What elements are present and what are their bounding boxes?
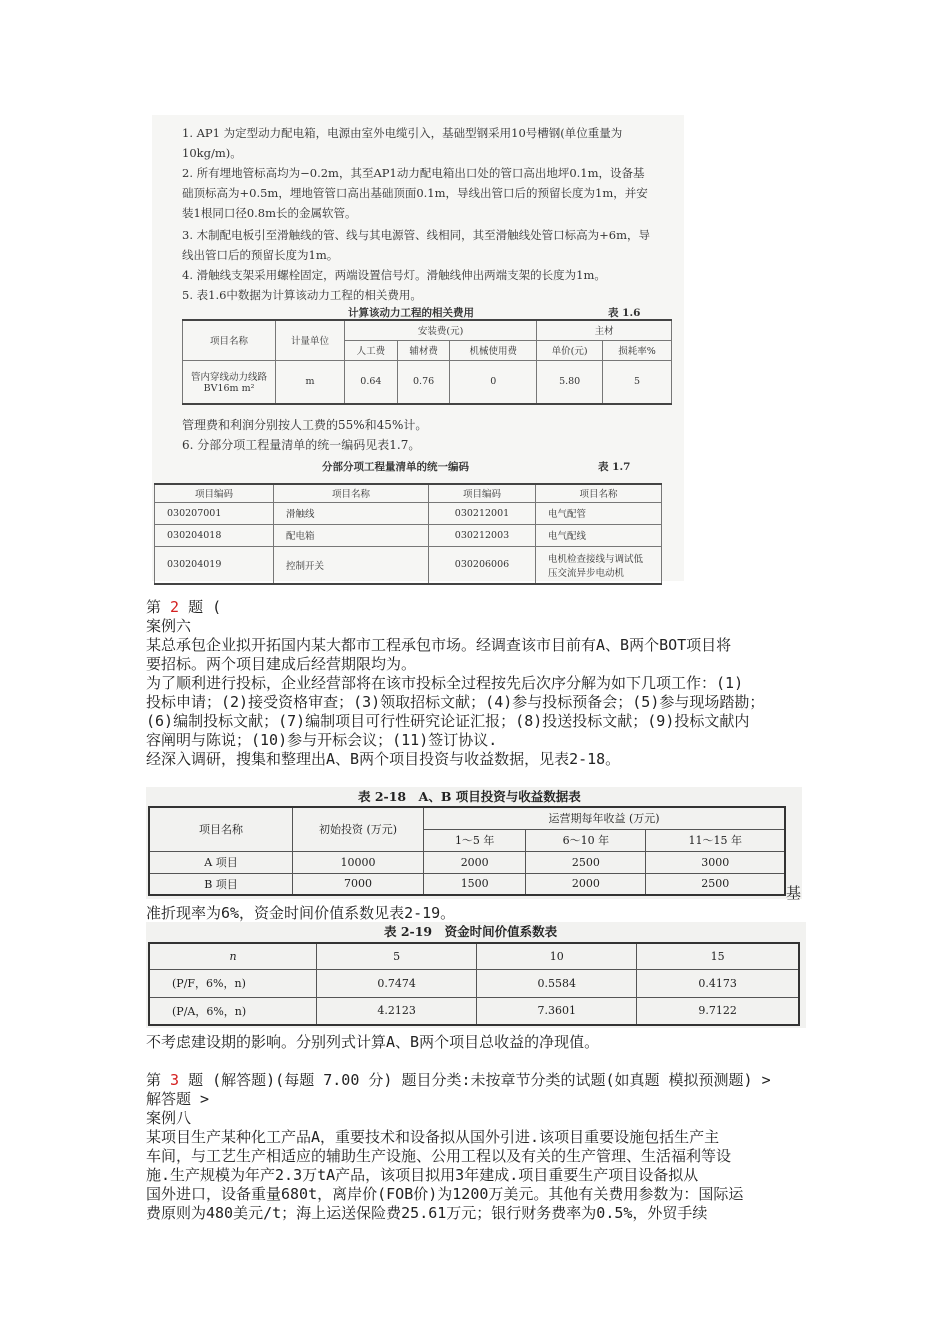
table218-cell: 1500 [424, 873, 526, 895]
table218-cell: 10000 [293, 851, 424, 873]
q2-rate-line: 准折现率为6%，资金时间价值系数见表2-19。 [146, 904, 456, 922]
table16-header-labor: 人工费 [345, 340, 398, 360]
table219-row-label: (P/A，6%，n) [149, 997, 317, 1025]
scan-paragraph-4: 4. 滑触线支架采用螺栓固定，两端设置信号灯。滑触线伸出两端支架的长度为1m。 [182, 268, 606, 282]
q3-case-title: 案例八 [146, 1109, 192, 1127]
table17-cell: 电气配管 [536, 502, 662, 524]
table218-cell: 3000 [646, 851, 785, 873]
table219-header-col: 5 [317, 943, 477, 969]
table-2-19 [148, 942, 800, 1026]
table219-title: 表 2-19 资金时间价值系数表 [384, 924, 558, 939]
q2-text-line: 经深入调研，搜集和整理出A、B两个项目投资与收益数据，见表2-18。 [146, 750, 621, 768]
q2-text-line: 要招标。两个项目建成后经营期限均为。 [146, 655, 417, 673]
q3-category-link[interactable]: 解答题 > [146, 1090, 210, 1108]
table16-title: 计算该动力工程的相关费用 [348, 307, 474, 319]
table16-cell-loss: 5 [603, 360, 672, 404]
table218-header-period: 6～10 年 [526, 829, 646, 851]
q3-text-line: 费原则为480美元/t；海上运送保险费25.61万元；银行财务费率为0.5%，外贸手续 [146, 1204, 708, 1222]
table17-cell: 电气配线 [536, 524, 662, 546]
q3-text-line: 车间，与工艺生产相适应的辅助生产设施、公用工程以及有关的生产管理、生活福利等设 [146, 1147, 732, 1165]
table218-cell: 2000 [526, 873, 646, 895]
table218-cell: 2000 [424, 851, 526, 873]
scanned-table-2-18 [146, 787, 802, 899]
q2-case-title: 案例六 [146, 617, 192, 635]
table17-label: 表 1.7 [598, 461, 631, 473]
scanned-table-2-19 [146, 922, 806, 1028]
table17-cell: 030206006 [429, 546, 536, 584]
scan-paragraph-5: 5. 表1.6中数据为计算该动力工程的相关费用。 [182, 288, 422, 302]
table218-cell: 2500 [646, 873, 785, 895]
table17-cell: 滑触线 [274, 502, 429, 524]
table16-header-loss: 损耗率% [603, 340, 672, 360]
q3-text-line: 国外进口，设备重量680t，离岸价(FOB价)为1200万美元。其他有关费用参数为：国际运 [146, 1185, 744, 1203]
table17-title: 分部分项工程量清单的统一编码 [322, 461, 469, 473]
table219-cell: 9.7122 [637, 997, 799, 1025]
scan-note-codes: 6. 分部分项工程量清单的统一编码见表1.7。 [182, 438, 421, 452]
table219-header-n: n [149, 943, 317, 969]
table16-header-aux: 辅材费 [397, 340, 450, 360]
table16-header-mech: 机械使用费 [450, 340, 537, 360]
table16-cell-unit: m [276, 360, 345, 404]
q3-text-line: 施.生产规模为年产2.3万tA产品，该项目拟用3年建成.项目重要生产项目设备拟从 [146, 1166, 699, 1184]
scan-paragraph-1: 1. AP1 为定型动力配电箱，电源由室外电缆引入，基础型钢采用10号槽钢(单位重量为10kg/m)。 [182, 126, 623, 160]
q3-number: 3 [170, 1071, 180, 1089]
table218-header-invest: 初始投资 (万元) [293, 807, 424, 851]
table16-header-unit: 计量单位 [276, 320, 345, 360]
scan-note-fees: 管理费和利润分别按人工费的55%和45%计。 [182, 418, 428, 432]
table219-cell: 0.5584 [477, 969, 637, 997]
q2-text-line: 为了顺利进行投标，企业经营部将在该市投标全过程按先后次序分解为如下几项工作：(1) [146, 674, 744, 692]
table16-header-name: 项目名称 [183, 320, 276, 360]
table16-cell-aux: 0.76 [397, 360, 450, 404]
table16-cell-name-line1: 管内穿线动力线路 [190, 372, 267, 384]
q2-final-line: 不考虑建设期的影响。分别列式计算A、B两个项目总收益的净现值。 [146, 1033, 600, 1051]
table16-header-install: 安装费(元) [345, 320, 537, 340]
table16-cell-labor: 0.64 [345, 360, 398, 404]
q3-heading [146, 1071, 826, 1090]
table-2-18 [148, 806, 786, 896]
table17-cell: 030207001 [155, 502, 274, 524]
q2-text-line: 某总承包企业拟开拓国内某大都市工程承包市场。经调查该市目前有A、B两个BOT项目将 [146, 636, 732, 654]
table17-cell: 配电箱 [274, 524, 429, 546]
q3-text-line: 某项目生产某种化工产品A，重要技术和设备拟从国外引进.该项目重要设施包括生产主 [146, 1128, 720, 1146]
table218-title: 表 2-18 A、B 项目投资与收益数据表 [358, 789, 581, 804]
table219-cell: 0.4173 [637, 969, 799, 997]
table16-cell-price: 5.80 [537, 360, 603, 404]
table218-header-name: 项目名称 [149, 807, 293, 851]
table17-cell: 030204018 [155, 524, 274, 546]
table219-cell: 0.7474 [317, 969, 477, 997]
q2-number: 2 [170, 598, 180, 616]
table16-cell-name-line2: BV16m m² [203, 383, 255, 395]
table219-cell: 4.2123 [317, 997, 477, 1025]
table16-header-price: 单价(元) [537, 340, 603, 360]
table16-label: 表 1.6 [608, 307, 641, 319]
table16-cell-mech: 0 [450, 360, 537, 404]
table17-cell: 控制开关 [274, 546, 429, 584]
table17-cell-multiline [536, 546, 662, 584]
table219-cell: 7.3601 [477, 997, 637, 1025]
table218-header-period: 11～15 年 [646, 829, 785, 851]
q2-suffix: 题 ( [179, 598, 222, 616]
q2-wrap-char: 基 [786, 884, 802, 902]
table-1-6 [182, 319, 672, 405]
table17-header-name1: 项目名称 [274, 484, 429, 502]
q2-text-line: (6)编制投标文献；(7)编制项目可行性研究论证汇报；(8)投送投标文献；(9)投标文献内 [146, 712, 750, 730]
table-1-7 [154, 483, 662, 585]
q3-prefix: 第 [146, 1071, 171, 1089]
table17-header-code1: 项目编码 [155, 484, 274, 502]
table17-cell-line2: 压交流异步电动机 [548, 567, 625, 579]
table17-cell-line1: 电机检查接线与调试低 [548, 553, 644, 565]
scanned-image-question1 [152, 115, 684, 581]
scan-paragraph-2: 2. 所有埋地管标高均为−0.2m，其至AP1动力配电箱出口处的管口高出地坪0.1m，设备基础顶标高为+0.5m，埋地管管口高出基础顶面0.1m，导线出管口后的预留长度为1m，并安装1根同口径0.8m长的金属软管。 [182, 166, 648, 220]
table218-row-name: B 项目 [149, 873, 293, 895]
table219-row-label: (P/F，6%，n) [149, 969, 317, 997]
table218-cell: 7000 [293, 873, 424, 895]
q2-prefix: 第 [146, 598, 171, 616]
table218-header-yearly: 运营期每年收益 (万元) [424, 807, 786, 829]
table218-row-name: A 项目 [149, 851, 293, 873]
q2-heading [146, 598, 826, 617]
table17-cell: 030212003 [429, 524, 536, 546]
scan-paragraph-3: 3. 木制配电板引至滑触线的管、线与其电源管、线相同，其至滑触线处管口标高为+6m，导线出管口后的预留长度为1m。 [182, 228, 650, 262]
table218-header-period: 1～5 年 [424, 829, 526, 851]
table17-header-name2: 项目名称 [536, 484, 662, 502]
table17-header-code2: 项目编码 [429, 484, 536, 502]
table17-cell: 030204019 [155, 546, 274, 584]
table17-cell: 030212001 [429, 502, 536, 524]
q2-text-line: 容阐明与陈说；(10)参与开标会议；(11)签订协议. [146, 731, 498, 749]
table218-cell: 2500 [526, 851, 646, 873]
table219-header-col: 10 [477, 943, 637, 969]
q2-text-line: 投标申请；(2)接受资格审查；(3)领取招标文献；(4)参与投标预备会；(5)参与现场踏勘； [146, 693, 765, 711]
table16-header-main: 主材 [537, 320, 672, 340]
table16-cell-name [183, 360, 276, 404]
table219-header-col: 15 [637, 943, 799, 969]
q3-suffix: 题 (解答题)(每题 7.00 分) 题目分类:未按章节分类的试题(如真题 模拟预测题) > [179, 1071, 771, 1089]
